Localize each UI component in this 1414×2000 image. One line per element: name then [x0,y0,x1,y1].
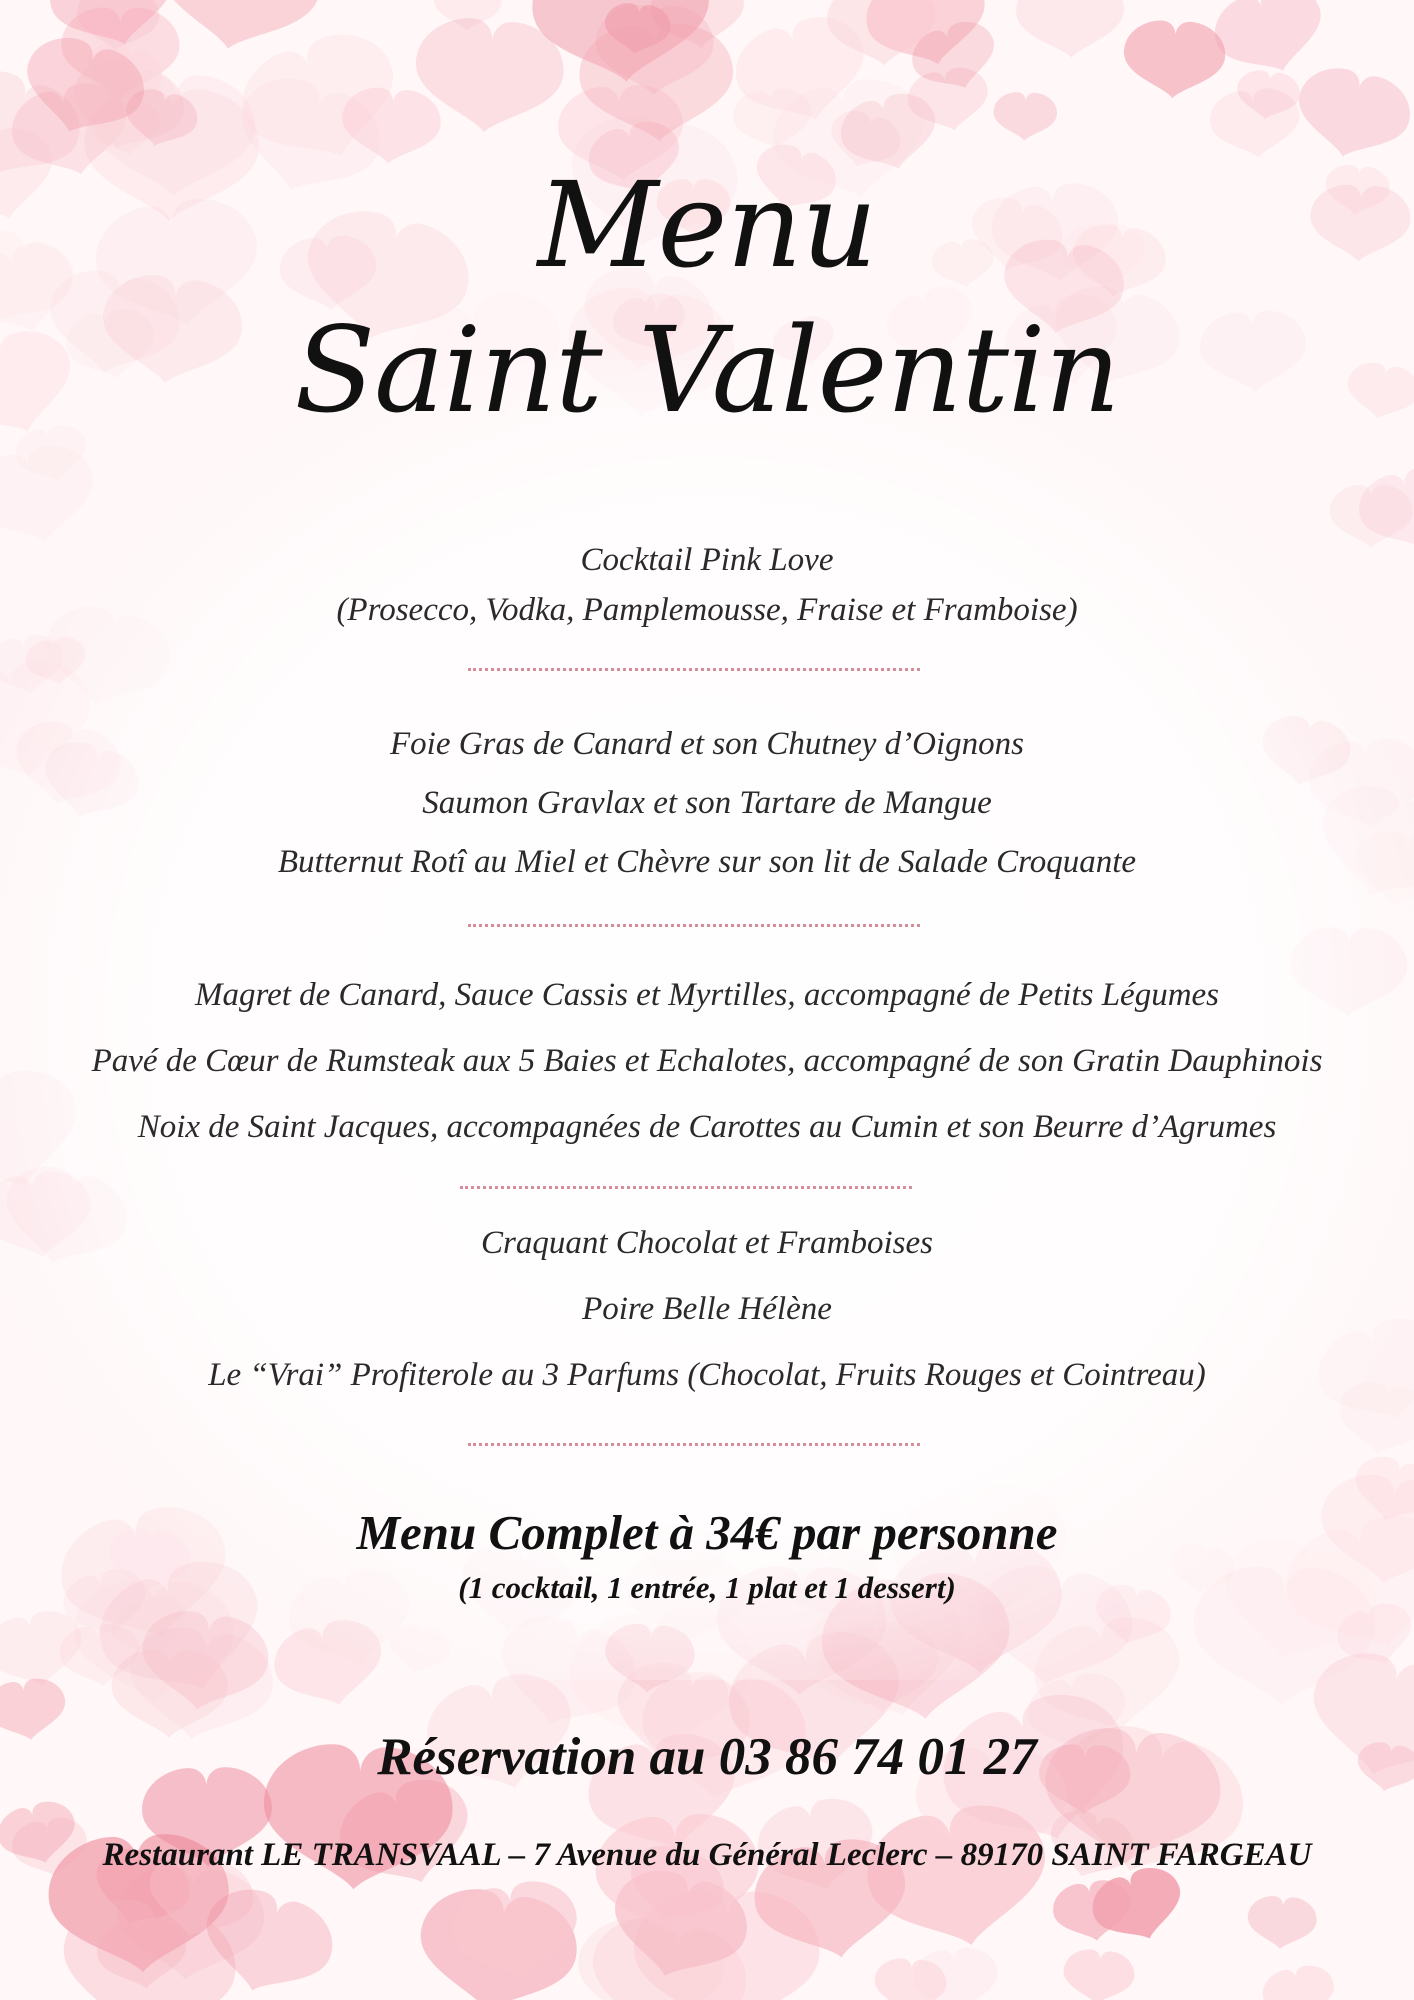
entree-item: Saumon Gravlax et son Tartare de Mangue [422,785,992,821]
dessert-item: Poire Belle Hélène [582,1291,832,1327]
dessert-item: Craquant Chocolat et Framboises [481,1225,933,1261]
section-divider [460,1186,912,1189]
menu-title-line-1: Menu [537,156,877,294]
plat-item: Magret de Canard, Sauce Cassis et Myrtilles, accompagné de Petits Légumes [194,977,1220,1013]
dessert-item: Le “Vrai” Profiterole au 3 Parfums (Chocolat, Fruits Rouges et Cointreau) [208,1357,1206,1393]
plat-item: Pavé de Cœur de Rumsteak aux 5 Baies et Echalotes, accompagné de son Gratin Dauphinois [91,1043,1323,1079]
plats-section [0,962,1414,1160]
restaurant-address: Restaurant LE TRANSVAAL – 7 Avenue du Général Leclerc – 89170 SAINT FARGEAU [102,1837,1312,1873]
section-divider [468,924,920,927]
cocktail-name: Cocktail Pink Love [580,542,834,578]
menu-price: Menu Complet à 34€ par personne [356,1505,1058,1560]
section-divider [468,1443,920,1446]
plat-item: Noix de Saint Jacques, accompagnées de Carottes au Cumin et son Beurre d’Agrumes [137,1109,1277,1145]
entree-item: Foie Gras de Canard et son Chutney d’Oignons [390,726,1024,762]
entrees-section [0,715,1414,892]
menu-price-note: (1 cocktail, 1 entrée, 1 plat et 1 dessert) [458,1570,956,1605]
desserts-section [0,1210,1414,1408]
menu-title-line-2: Saint Valentin [294,301,1120,439]
cocktail-section [0,535,1414,635]
section-divider [468,668,920,671]
cocktail-ingredients: (Prosecco, Vodka, Pamplemousse, Fraise et Framboise) [336,592,1078,628]
reservation-phone: Réservation au 03 86 74 01 27 [377,1728,1037,1786]
entree-item: Butternut Rotî au Miel et Chèvre sur son lit de Salade Croquante [277,844,1137,880]
